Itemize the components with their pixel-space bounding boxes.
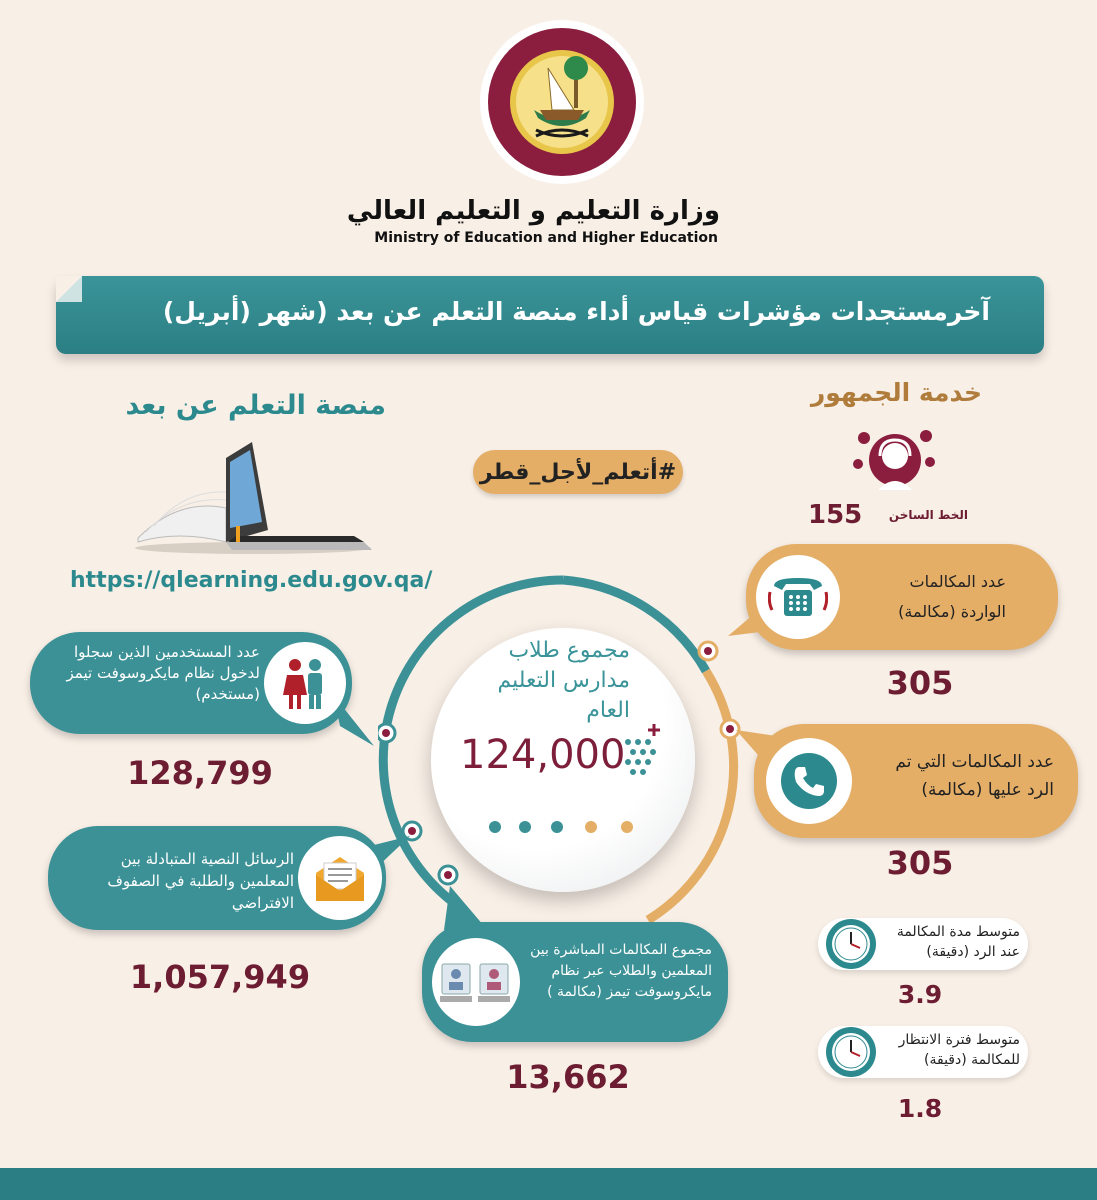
- avg-wait-time-label-line2: للمكالمة (دقيقة): [924, 1052, 1020, 1068]
- phone-icon-circle: [766, 738, 852, 824]
- envelope-icon-circle: [298, 836, 382, 920]
- clock-icon-circle: [826, 919, 876, 969]
- envelope-icon: [312, 853, 368, 903]
- text-messages-bubble: [48, 826, 386, 930]
- avg-call-duration-label-line1: متوسط مدة المكالمة: [896, 924, 1020, 940]
- platform-heading: منصة التعلم عن بعد: [125, 390, 386, 421]
- laptop-book-icon: [128, 438, 378, 556]
- clock-icon: [829, 922, 873, 966]
- incoming-calls-label-line1: عدد المكالمات: [909, 572, 1006, 591]
- footer-bar: [0, 1168, 1097, 1200]
- users-icon-circle: [264, 642, 346, 724]
- answered-calls-value: 305: [886, 844, 954, 882]
- answered-calls-bubble: [754, 724, 1078, 838]
- incoming-calls-label-line2: الواردة (مكالمة): [898, 602, 1006, 621]
- dots-pattern-icon: [618, 720, 666, 780]
- registered-users-label: عدد المستخدمين الذين سجلوا لدخول نظام مايكروسوفت تيمز (مستخدم): [66, 643, 260, 703]
- avg-call-duration-value: 3.9: [897, 980, 943, 1009]
- video-call-icon-circle: [432, 938, 520, 1026]
- users-icon: [277, 655, 333, 711]
- ministry-name-arabic: وزارة التعليم و التعليم العالي: [346, 196, 720, 226]
- carousel-dot: [489, 821, 501, 833]
- hashtag-badge: [473, 450, 683, 494]
- registered-users-value: 128,799: [127, 754, 273, 792]
- carousel-dot: [519, 821, 531, 833]
- direct-calls-label: مجموع المكالمات المباشرة بين المعلمين والطلاب عبر نظام مايكروسوفت تيمز (مكالمة ): [530, 942, 712, 1000]
- incoming-calls-value: 305: [886, 664, 954, 702]
- qatar-emblem-icon: [478, 18, 646, 186]
- platform-url-link[interactable]: https://qlearning.edu.gov.qa/: [70, 568, 433, 593]
- clock-icon: [829, 1030, 873, 1074]
- avg-wait-time-label-line1: متوسط فترة الانتظار: [898, 1032, 1020, 1048]
- ministry-name-english: Ministry of Education and Higher Education: [374, 230, 718, 246]
- text-messages-value: 1,057,949: [129, 958, 311, 996]
- text-messages-label: الرسائل النصية المتبادلة بين المعلمين والطلبة في الصفوف الافتراضي: [107, 850, 294, 912]
- direct-calls-value: 13,662: [506, 1058, 630, 1096]
- telephone-icon-circle: [756, 555, 840, 639]
- direct-calls-bubble: [422, 922, 728, 1042]
- phone-handset-icon: [779, 751, 839, 811]
- answered-calls-label-line2: الرد عليها (مكالمة): [921, 780, 1054, 800]
- center-total-label: مجموع طلاب مدارس التعليم العام: [497, 638, 630, 723]
- answered-calls-label-line1: عدد المكالمات التي تم: [895, 752, 1054, 772]
- page-title: آخرمستجدات مؤشرات قياس أداء منصة التعلم عن بعد (شهر (أبريل): [162, 297, 990, 326]
- hashtag-text: #أتعلم_لأجل_قطر: [479, 459, 677, 485]
- public-service-heading: خدمة الجمهور: [810, 378, 982, 407]
- clock-icon-circle: [826, 1027, 876, 1077]
- carousel-dot: [551, 821, 563, 833]
- avg-call-duration-label-line2: عند الرد (دقيقة): [926, 944, 1020, 960]
- telephone-icon: [768, 572, 828, 622]
- video-call-icon: [440, 958, 512, 1006]
- incoming-calls-bubble: [746, 544, 1058, 650]
- center-total-value: 124,000: [460, 732, 626, 778]
- headset-agent-icon: [850, 420, 940, 492]
- registered-users-bubble: [30, 632, 352, 734]
- hotline-number: 155: [808, 500, 863, 530]
- carousel-dot: [621, 821, 633, 833]
- avg-wait-time-value: 1.8: [897, 1094, 943, 1123]
- hotline-label: الخط الساخن: [888, 508, 968, 522]
- carousel-dot: [585, 821, 597, 833]
